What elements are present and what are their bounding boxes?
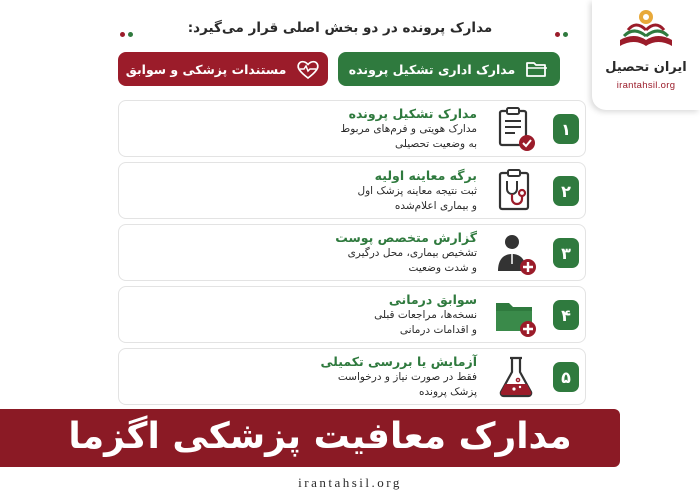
row-title: سوابق درمانی [388,292,477,307]
header-title: مدارک پرونده در دو بخش اصلی قرار می‌گیرد: [187,20,493,36]
list-item [118,100,586,157]
checklist-icon [492,105,540,153]
row-desc: و شدت وضعیت [408,262,477,274]
row-title: مدارک تشکیل پرونده [348,106,477,121]
row-desc: ثبت نتیجه معاینه پزشک اول [357,185,477,197]
step-number: ۴ [553,300,579,330]
row-title: گزارش متخصص پوست [335,230,477,245]
step-number: ۲ [553,176,579,206]
row-desc: و بیماری اعلام‌شده [394,200,477,212]
row-desc: و اقدامات درمانی [399,324,477,336]
list-item [118,162,586,219]
row-title: برگه معاینه اولیه [374,168,477,183]
list-item [118,348,586,405]
admin-documents-pill [338,52,560,86]
medical-records-label: مستندات پزشکی و سوابق [125,61,287,77]
admin-documents-label: مدارک اداری تشکیل پرونده [348,61,516,77]
header-dot-left [120,32,125,37]
folder-plus-icon [492,291,540,339]
header-dot-left [128,32,133,37]
row-desc: فقط در صورت نیاز و درخواست [337,371,477,383]
list-item [118,286,586,343]
row-desc: پزشک پرونده [419,386,477,398]
row-desc: نسخه‌ها، مراجعات قبلی [374,309,477,321]
heart-pulse-icon [296,58,320,80]
step-number: ۵ [553,362,579,392]
flask-icon [492,353,540,401]
row-desc: مدارک هویتی و فرم‌های مربوط [340,123,477,135]
stethoscope-clipboard-icon [492,167,540,215]
list-item [118,224,586,281]
book-emblem-icon [616,6,676,50]
brand-logo [592,0,700,110]
brand-name: ایران تحصیل [605,60,687,75]
banner-title: مدارک معافیت پزشکی اگزما [68,416,572,457]
folder-icon [525,58,549,80]
row-desc: تشخیص بیماری، محل درگیری [347,247,477,259]
doctor-plus-icon [492,229,540,277]
header-dot-right [555,32,560,37]
footer-url: irantahsil.org [298,475,402,490]
header-dot-right [563,32,568,37]
medical-records-pill [118,52,328,86]
row-desc: به وضعیت تحصیلی [395,138,477,150]
step-number: ۱ [553,114,579,144]
step-number: ۳ [553,238,579,268]
brand-url: irantahsil.org [616,80,676,91]
row-title: آزمایش یا بررسی تکمیلی [320,354,477,369]
